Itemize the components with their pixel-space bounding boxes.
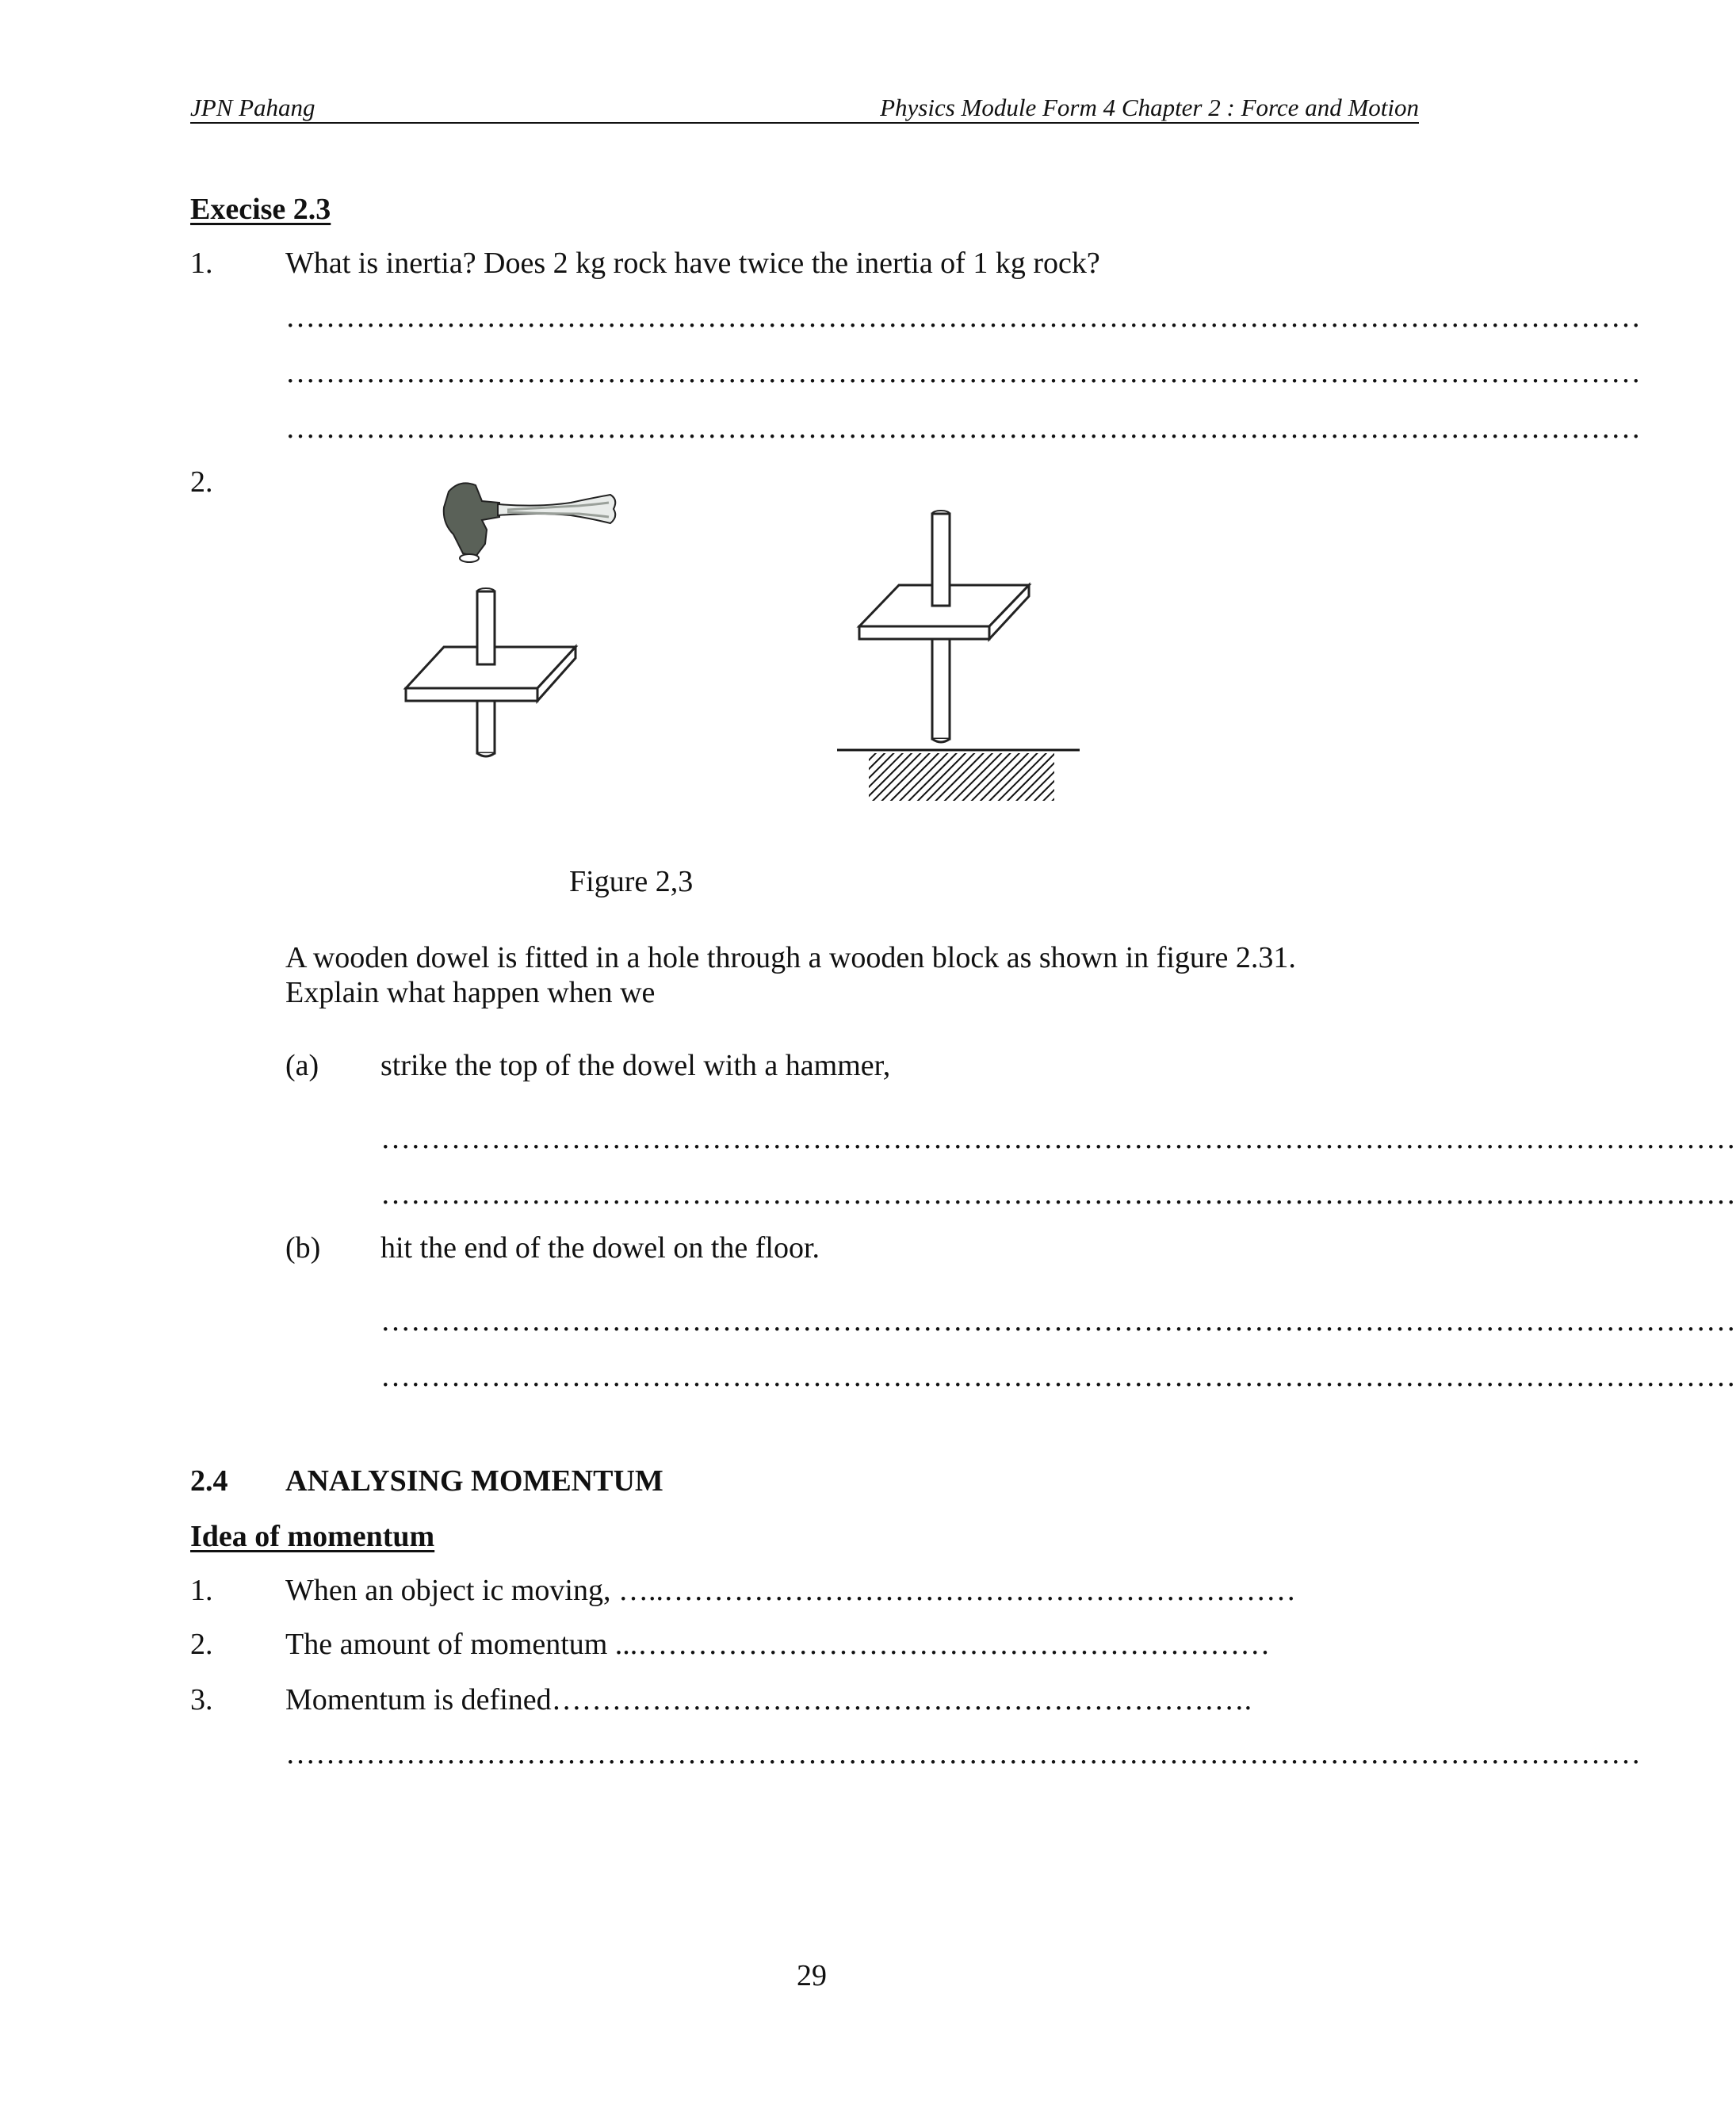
section-number: 2.4 (190, 1464, 228, 1498)
item-number: 2. (190, 1628, 213, 1661)
section-title: ANALYSING MOMENTUM (285, 1464, 663, 1498)
q2-text-line2: Explain what happen when we (285, 976, 656, 1009)
hammer-icon (444, 483, 616, 562)
header-left: JPN Pahang (190, 94, 315, 121)
answer-line: ……………………………………………………………………………………………………………………… (285, 1737, 1641, 1770)
answer-line: ……………………………………………………………………………………………………………………… (285, 300, 1641, 334)
q2b-text: hit the end of the dowel on the floor. (380, 1231, 820, 1265)
answer-line: ……………………………………………………………………………………………………………………… (285, 411, 1641, 445)
exercise-title: Execise 2.3 (190, 193, 331, 226)
page-number: 29 (797, 1959, 827, 1992)
figure-dowel-floor (824, 507, 1094, 809)
answer-line: ……………………………………………………………………………………………………………………… (380, 1304, 1736, 1338)
q2a-label: (a) (285, 1049, 319, 1082)
item-text: The amount of momentum ...……………………………………………………… (285, 1628, 1271, 1661)
item-number: 1. (190, 1574, 213, 1607)
q2-text-line1: A wooden dowel is fitted in a hole through a wooden block as shown in figure 2.31. (285, 941, 1296, 974)
item-number: 3. (190, 1683, 213, 1716)
answer-line: ……………………………………………………………………………………………………………………… (380, 1122, 1736, 1155)
q1-number: 1. (190, 247, 213, 280)
q2b-label: (b) (285, 1231, 321, 1265)
item-text: When an object ic moving, …..……………………………………………………… (285, 1574, 1296, 1607)
answer-line: ……………………………………………………………………………………………………………………… (380, 1177, 1736, 1211)
q1-text: What is inertia? Does 2 kg rock have twice the inertia of 1 kg rock? (285, 247, 1100, 280)
q2-number: 2. (190, 465, 213, 499)
figure-caption: Figure 2,3 (569, 865, 694, 898)
header-right: Physics Module Form 4 Chapter 2 : Force and Motion (880, 94, 1419, 121)
answer-line: ……………………………………………………………………………………………………………………… (380, 1360, 1736, 1393)
figure-hammer-dowel (380, 468, 666, 769)
item-text: Momentum is defined……………………………………………………………. (285, 1683, 1252, 1716)
q2a-text: strike the top of the dowel with a hammer, (380, 1049, 891, 1082)
floor-hatch (869, 753, 1054, 801)
header-rule (190, 122, 1419, 124)
answer-line: ……………………………………………………………………………………………………………………… (285, 356, 1641, 389)
section-subtitle: Idea of momentum (190, 1520, 435, 1553)
